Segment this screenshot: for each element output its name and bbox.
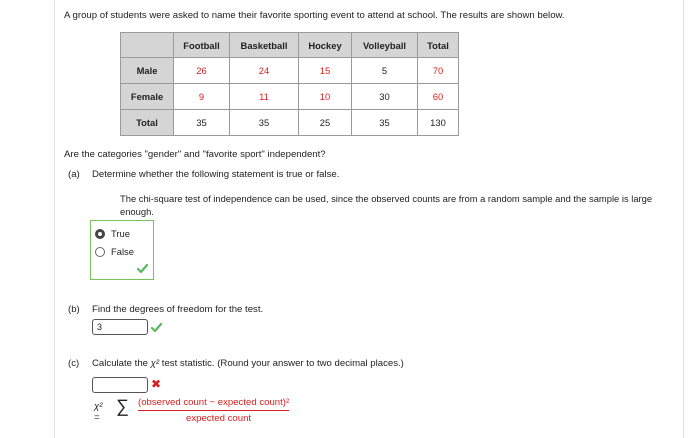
true-false-choices [90, 220, 154, 280]
column-header: Football [174, 33, 230, 58]
table-cell: 130 [418, 110, 459, 136]
part-c-text-before: Calculate the [92, 358, 148, 369]
part-a-statement: The chi-square test of independence can be used, since the observed counts are from a random sample and the sample is large enough. [120, 193, 653, 217]
problem-intro: A group of students were asked to name their favorite sporting event to attend at school. The results are shown below. [64, 10, 565, 21]
table-cell: 35 [352, 110, 418, 136]
option-false-label: False [111, 246, 134, 257]
part-a-label: (a) [68, 169, 80, 180]
radio-unselected-icon[interactable] [95, 247, 105, 257]
table-cell: 11 [230, 84, 299, 110]
radio-selected-icon[interactable] [95, 229, 105, 239]
table-cell: 10 [299, 84, 352, 110]
row-header: Total [121, 110, 174, 136]
contingency-table [120, 32, 459, 136]
table-cell: 70 [418, 58, 459, 84]
content-border-left [54, 0, 55, 438]
part-b-text: Find the degrees of freedom for the test. [92, 304, 264, 315]
part-b-label: (b) [68, 304, 80, 315]
table-header-row [121, 33, 459, 58]
table-row [121, 58, 459, 84]
table-cell: 26 [174, 58, 230, 84]
part-c-text-after: test statistic. (Round your answer to two decimal places.) [161, 358, 404, 369]
table-cell: 30 [352, 84, 418, 110]
column-header: Hockey [299, 33, 352, 58]
content-border-right [683, 0, 684, 438]
column-header: Volleyball [352, 33, 418, 58]
formula-denominator: expected count [186, 413, 252, 424]
independence-question: Are the categories "gender" and "favorite sport" independent? [64, 149, 326, 160]
part-a-text: Determine whether the following statement is true or false. [92, 169, 340, 180]
row-header: Male [121, 58, 174, 84]
table-cell: 25 [299, 110, 352, 136]
column-header: Total [418, 33, 459, 58]
sigma-icon: ∑ [116, 396, 129, 416]
table-cell: 5 [352, 58, 418, 84]
table-row [121, 110, 459, 136]
table-cell: 15 [299, 58, 352, 84]
table-row [121, 84, 459, 110]
table-cell: 35 [230, 110, 299, 136]
correct-check-icon [137, 264, 148, 273]
degrees-of-freedom-input[interactable]: 3 [92, 319, 148, 335]
table-corner [121, 33, 174, 58]
chi-square-input[interactable] [92, 377, 148, 393]
formula-numerator: (observed count − expected count)² [138, 397, 289, 411]
correct-check-icon [151, 323, 162, 332]
table-cell: 60 [418, 84, 459, 110]
option-false[interactable] [95, 246, 134, 257]
formula-lhs: χ² = [94, 401, 103, 423]
option-true[interactable] [95, 228, 130, 239]
part-a-prompt [68, 169, 339, 180]
table-cell: 24 [230, 58, 299, 84]
part-c-label: (c) [68, 358, 80, 369]
row-header: Female [121, 84, 174, 110]
option-true-label: True [111, 228, 130, 239]
part-b-prompt [68, 304, 263, 315]
part-c-prompt [68, 358, 404, 369]
table-cell: 9 [174, 84, 230, 110]
chi-square-symbol: χ² [150, 358, 160, 369]
incorrect-x-icon: ✖ [151, 377, 162, 391]
table-cell: 35 [174, 110, 230, 136]
column-header: Basketball [230, 33, 299, 58]
